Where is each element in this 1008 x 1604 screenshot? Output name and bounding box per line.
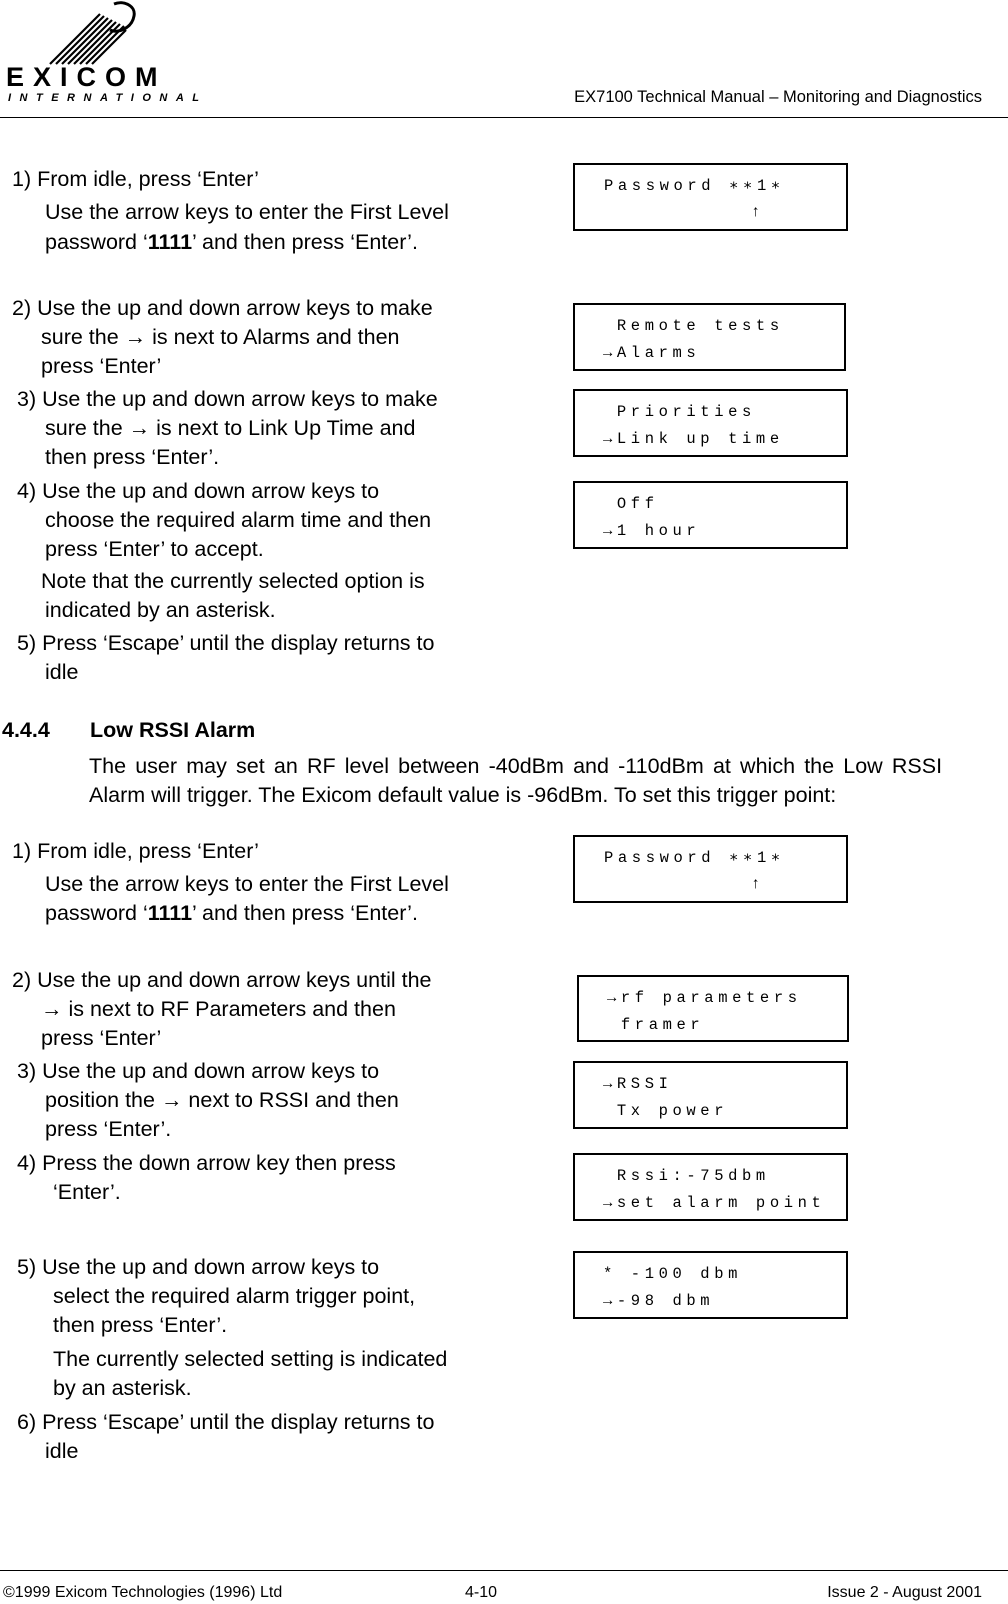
lcd-line1: Rssi:-75dbm: [603, 1167, 770, 1185]
s1-step1-line3a: password ‘: [45, 230, 148, 254]
s2-lcd-password: [573, 835, 848, 903]
s1-lcd-priorities: [573, 389, 848, 457]
section-para-line1: The user may set an RF level between -40dBm and -110dBm at which the Low RSSI: [89, 754, 943, 778]
logo-sub: INTERNATIONAL: [8, 92, 208, 104]
s2-lcd-dbm-options: [573, 1251, 848, 1319]
s1-step3-line1: 3) Use the up and down arrow keys to make: [17, 387, 438, 411]
s1-lcd-password: [573, 163, 848, 231]
lcd-line2: →1 hour: [603, 522, 701, 540]
s1-step2-line3: press ‘Enter’: [41, 354, 162, 378]
lcd-line1: Remote tests: [603, 317, 784, 335]
exicom-logo: [4, 0, 208, 110]
s1-step2-line1: 2) Use the up and down arrow keys to make: [12, 296, 433, 320]
s2-step5-line3: then press ‘Enter’.: [53, 1313, 228, 1337]
lcd-line2: Tx power: [603, 1102, 729, 1120]
lcd-line1: Password ∗∗1∗: [604, 177, 785, 195]
lcd-line2: →Link up time: [603, 430, 784, 448]
section-title: Low RSSI Alarm: [90, 718, 256, 742]
s2-step1-line1: 1) From idle, press ‘Enter’: [12, 839, 259, 863]
s2-lcd-set-alarm-point: [573, 1153, 848, 1221]
lcd-cursor-icon: ↑: [751, 203, 765, 221]
lcd-line1: * -100 dbm: [603, 1265, 743, 1283]
footer-page-number: 4-10: [465, 1584, 498, 1601]
lcd-line1: Password ∗∗1∗: [604, 849, 785, 867]
lcd-line1: →rf parameters: [607, 989, 802, 1007]
s2-step2-line1: 2) Use the up and down arrow keys until the: [12, 968, 432, 992]
s1-step2-line2: sure the → is next to Alarms and then: [41, 325, 400, 349]
lcd-line2: framer: [607, 1016, 705, 1034]
s1-step3-line3: then press ‘Enter’.: [45, 445, 220, 469]
s1-step4-line3: press ‘Enter’ to accept.: [45, 537, 264, 561]
s2-step2-line3: press ‘Enter’: [41, 1026, 162, 1050]
s2-step1-password: 1111: [147, 901, 193, 925]
s1-lcd-remote-tests: [573, 303, 846, 371]
s1-step1-line3: [45, 228, 418, 257]
s2-step2-line2: → is next to RF Parameters and then: [41, 997, 396, 1021]
lcd-line1: Priorities: [603, 403, 756, 421]
s1-step1-line2: Use the arrow keys to enter the First Level: [45, 200, 449, 224]
lcd-line1: →RSSI: [603, 1075, 673, 1093]
doc-title: EX7100 Technical Manual – Monitoring and Diagnostics: [574, 88, 982, 106]
s1-note-line2: indicated by an asterisk.: [45, 598, 276, 622]
footer-copyright: ©1999 Exicom Technologies (1996) Ltd: [3, 1584, 283, 1601]
s2-note-line1: The currently selected setting is indicated: [53, 1347, 448, 1371]
s1-step1-password: 1111: [147, 230, 193, 254]
lcd-cursor-icon: ↑: [751, 875, 765, 893]
s2-step1-line3c: ’ and then press ‘Enter’.: [192, 901, 418, 925]
section-para-line2: Alarm will trigger. The Exicom default value is -96dBm. To set this trigger point:: [89, 783, 837, 807]
s1-step1-line3c: ’ and then press ‘Enter’.: [192, 230, 418, 254]
s2-step6-line1: 6) Press ‘Escape’ until the display returns to: [17, 1410, 435, 1434]
s2-lcd-rf-parameters: [577, 975, 849, 1042]
footer-rule: [0, 1570, 1008, 1571]
footer-issue: Issue 2 - August 2001: [827, 1584, 982, 1601]
s1-step5-line1: 5) Press ‘Escape’ until the display returns to: [17, 631, 435, 655]
s1-step4-line2: choose the required alarm time and then: [45, 508, 432, 532]
s2-step5-line2: select the required alarm trigger point,: [53, 1284, 416, 1308]
lcd-line2: →-98 dbm: [603, 1292, 715, 1310]
lcd-line1: Off: [603, 495, 659, 513]
s1-step1-line1: 1) From idle, press ‘Enter’: [12, 167, 259, 191]
s1-lcd-off: [573, 481, 848, 549]
s1-note-line1: Note that the currently selected option is: [41, 569, 425, 593]
s2-step3-line3: press ‘Enter’.: [45, 1117, 172, 1141]
s2-note-line2: by an asterisk.: [53, 1376, 192, 1400]
section-number: 4.4.4: [2, 718, 50, 742]
s2-lcd-rssi: [573, 1061, 848, 1129]
s2-step1-line3a: password ‘: [45, 901, 148, 925]
logo-swoosh-icon: [4, 0, 174, 68]
s2-step1-line2: Use the arrow keys to enter the First Level: [45, 872, 449, 896]
s2-step3-line2: position the → next to RSSI and then: [45, 1088, 399, 1112]
s1-step3-line2: sure the → is next to Link Up Time and: [45, 416, 416, 440]
lcd-line2: →Alarms: [603, 344, 701, 362]
s1-step4-line1: 4) Use the up and down arrow keys to: [17, 479, 380, 503]
s2-step1-line3: [45, 899, 418, 928]
header-rule: [0, 117, 1008, 118]
s1-step5-line2: idle: [45, 660, 79, 684]
s2-step3-line1: 3) Use the up and down arrow keys to: [17, 1059, 380, 1083]
logo-name: EXICOM: [6, 62, 167, 92]
s2-step4-line2: ‘Enter’.: [53, 1180, 121, 1204]
s2-step4-line1: 4) Press the down arrow key then press: [17, 1151, 396, 1175]
lcd-line2: →set alarm point: [603, 1194, 826, 1212]
s2-step5-line1: 5) Use the up and down arrow keys to: [17, 1255, 380, 1279]
s2-step6-line2: idle: [45, 1439, 79, 1463]
